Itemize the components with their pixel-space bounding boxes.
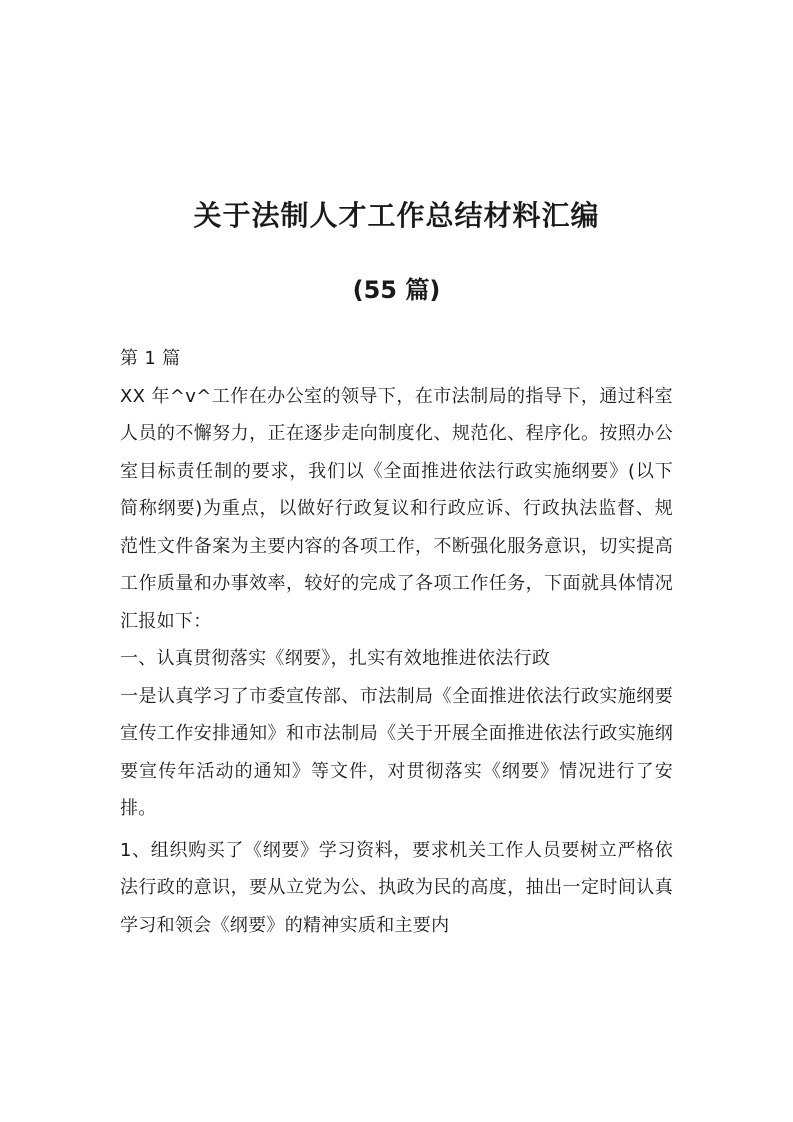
- section-label: 第 1 篇: [120, 348, 181, 369]
- document-title: 关于法制人才工作总结材料汇编: [193, 199, 600, 232]
- paragraph-heading-1: 一、认真贯彻落实《纲要》，扎实有效地推进依法行政: [120, 648, 551, 669]
- paragraph-point-1: 一是认真学习了市委宣传部、市法制局《全面推进依法行政实施纲要宣传工作安排通知》和市法制局《关于开展全面推进依法行政实施纲要宣传年活动的通知》等文件，对贯彻落实《纲要》情况进行了安排。: [120, 685, 673, 819]
- document-body: [120, 340, 673, 944]
- document-subtitle: (55 篇): [352, 276, 441, 304]
- paragraph-intro: XX 年^v^工作在办公室的领导下，在市法制局的指导下，通过科室人员的不懈努力，正在逐步走向制度化、规范化、程序化。按照办公室目标责任制的要求，我们以《全面推进依法行政实施纲要》(以下简称纲要)为重点，以做好行政复议和行政应诉、行政执法监督、规范性文件备案为主要内容的各项工作，不断强化服务意识，切实提高工作质量和办事效率，较好的完成了各项工作任务，下面就具体情况汇报如下：: [120, 385, 673, 632]
- paragraph-item-1: 1、组织购买了《纲要》学习资料，要求机关工作人员要树立严格依法行政的意识，要从立党为公、执政为民的高度，抽出一定时间认真学习和领会《纲要》的精神实质和主要内: [120, 839, 673, 936]
